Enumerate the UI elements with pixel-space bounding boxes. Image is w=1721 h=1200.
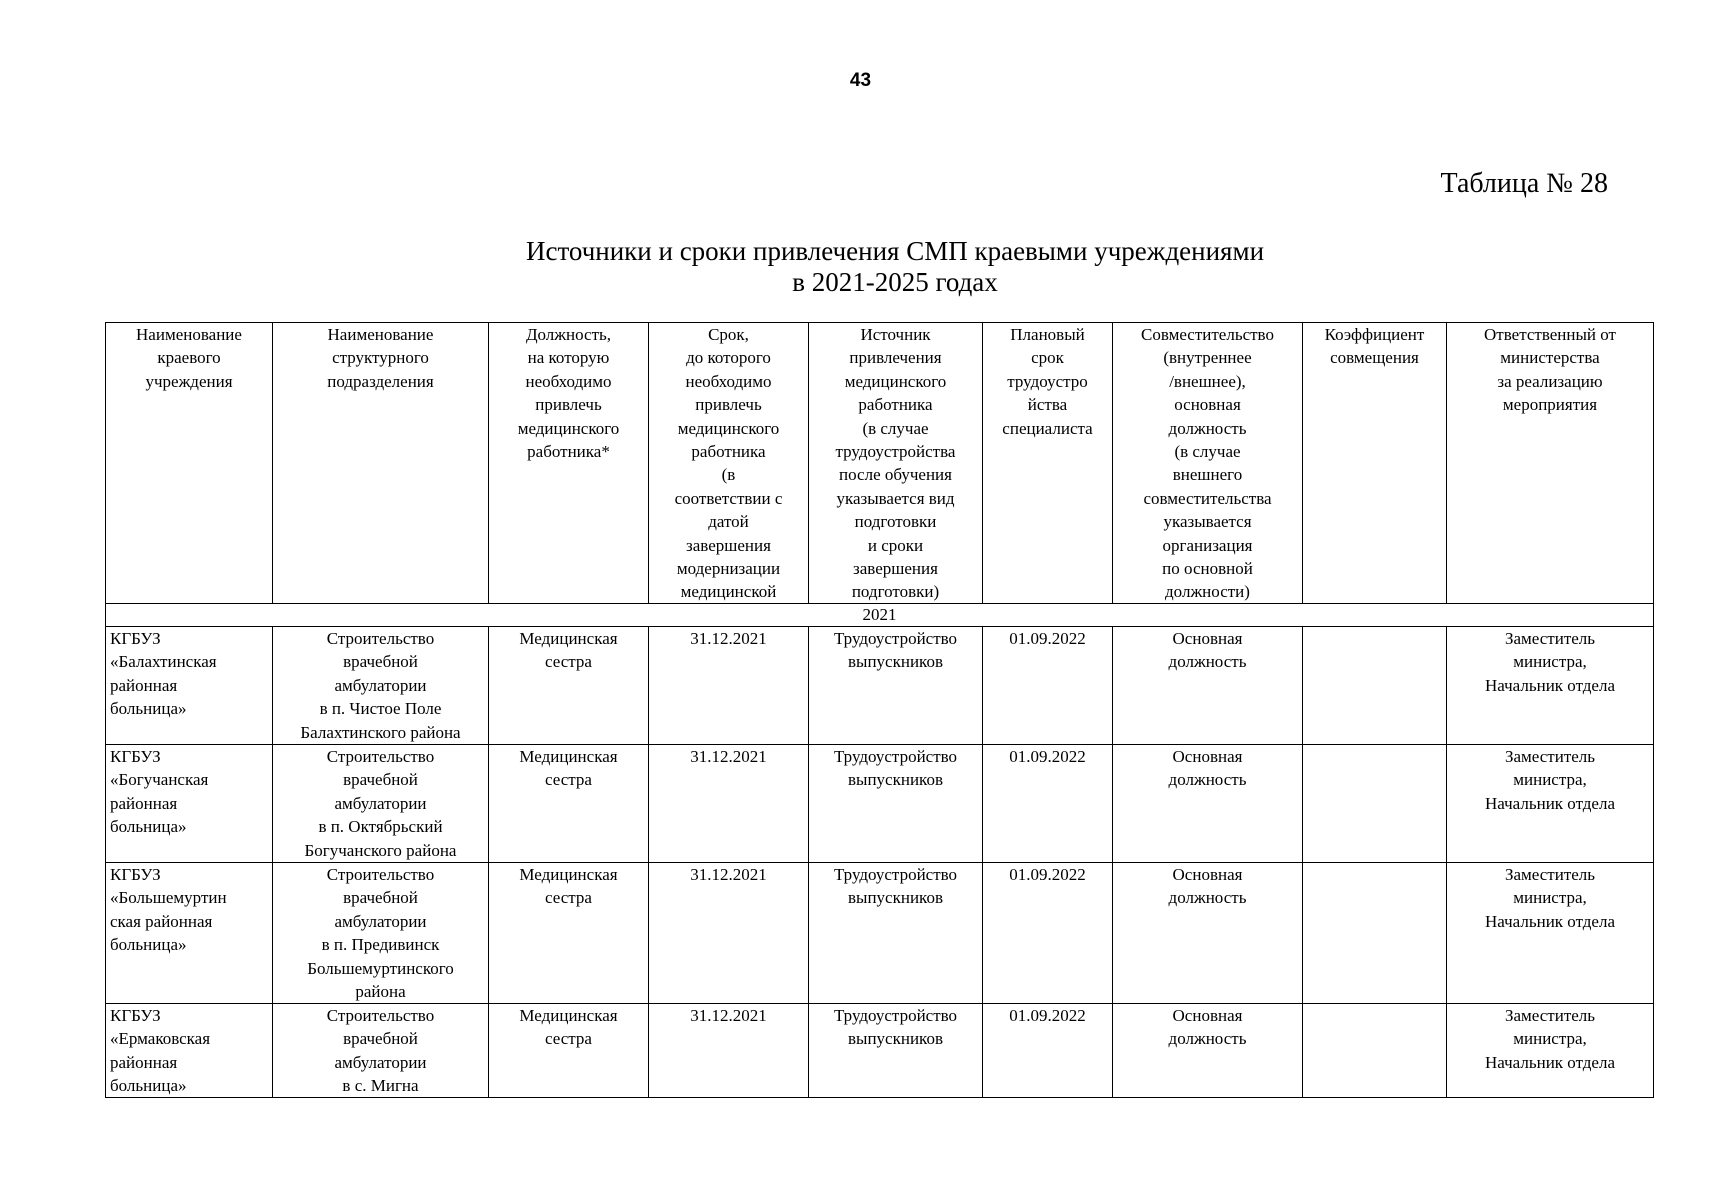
cell-text-line: Плановый — [1010, 325, 1085, 344]
cell-institution — [106, 627, 273, 745]
cell-text-line: работника* — [527, 442, 610, 462]
cell-text-line: амбулатории — [334, 793, 427, 813]
cell-text-line: необходимо — [685, 371, 772, 391]
cell-text-line: трудоустройства — [835, 442, 956, 462]
cell-text-line: Медицинская — [519, 1006, 618, 1025]
cell-text-line: работника — [858, 395, 933, 415]
cell-text-line: срок — [1031, 348, 1064, 368]
year-cell: 2021 — [106, 604, 1654, 627]
cell-text-line: завершения — [686, 535, 771, 555]
cell-institution — [106, 745, 273, 863]
cell-subdivision — [273, 1004, 489, 1098]
cell-text-line: Основная — [1172, 629, 1243, 648]
cell-text-line: больница» — [110, 935, 187, 955]
cell-text-line: подготовки) — [851, 582, 940, 602]
cell-responsible — [1447, 745, 1654, 863]
header-position — [489, 323, 649, 604]
cell-text-line: и сроки — [867, 535, 924, 555]
cell-text-line: «Балахтинская — [110, 652, 217, 672]
title-line-1: Источники и сроки привлечения СМП краевыми учреждениями — [525, 236, 1265, 266]
header-coefficient — [1303, 323, 1447, 604]
cell-text-line: КГБУЗ — [110, 865, 161, 884]
cell-text-line: амбулатории — [334, 675, 427, 695]
cell-position — [489, 745, 649, 863]
header-deadline — [649, 323, 809, 604]
cell-source — [809, 863, 983, 1004]
cell-text-line: указывается — [1163, 512, 1252, 532]
year-row — [106, 604, 1654, 627]
cell-text-line: в с. Мигна — [342, 1076, 419, 1096]
cell-institution — [106, 1004, 273, 1098]
cell-responsible — [1447, 863, 1654, 1004]
cell-text-line: медицинского — [844, 371, 947, 391]
table-row — [106, 863, 1654, 1004]
cell-text-line: указывается вид — [836, 488, 955, 508]
cell-text-line: выпускников — [848, 888, 943, 908]
cell-text-line: привлечения — [849, 348, 942, 368]
cell-text-line: Основная — [1172, 865, 1243, 884]
cell-combination — [1113, 1004, 1303, 1098]
cell-source — [809, 1004, 983, 1098]
header-combination — [1113, 323, 1303, 604]
cell-text-line: Заместитель — [1504, 1006, 1596, 1025]
cell-text-line: Трудоустройство — [833, 747, 958, 766]
cell-text-line: должность — [1168, 1029, 1247, 1049]
cell-text-line: трудоустро — [1007, 371, 1088, 391]
cell-text-line: врачебной — [343, 888, 418, 908]
cell-text-line: Строительство — [326, 747, 435, 766]
cell-position — [489, 863, 649, 1004]
cell-combination — [1113, 745, 1303, 863]
cell-text-line: Ответственный от — [1484, 325, 1616, 344]
cell-text-line: районная — [110, 793, 178, 813]
cell-text-line: Трудоустройство — [833, 629, 958, 648]
cell-text-line: после обучения — [839, 465, 952, 485]
cell-text-line: больница» — [110, 699, 187, 719]
table-row — [106, 627, 1654, 745]
cell-text-line: подготовки — [854, 512, 937, 532]
cell-text-line: на которую — [527, 348, 610, 368]
cell-text-line: выпускников — [848, 652, 943, 672]
cell-text-line: специалиста — [1002, 418, 1093, 438]
cell-planned-date: 01.09.2022 — [983, 627, 1113, 745]
cell-coefficient — [1303, 1004, 1447, 1098]
cell-text-line: амбулатории — [334, 1052, 427, 1072]
cell-text-line: Строительство — [326, 865, 435, 884]
cell-text-line: Коэффициент — [1324, 325, 1425, 344]
cell-text-line: Начальник отдела — [1484, 1052, 1616, 1072]
cell-text-line: Медицинская — [519, 865, 618, 884]
cell-text-line: Основная — [1172, 747, 1243, 766]
cell-text-line: медицинской — [680, 582, 777, 602]
cell-text-line: Совместительство — [1141, 325, 1274, 344]
cell-responsible — [1447, 1004, 1654, 1098]
cell-text-line: больница» — [110, 817, 187, 837]
cell-text-line: завершения — [853, 559, 938, 579]
cell-text-line: министра, — [1513, 652, 1587, 672]
cell-text-line: района — [355, 982, 406, 1002]
cell-text-line: министерства — [1500, 348, 1600, 368]
cell-text-line: выпускников — [848, 1029, 943, 1049]
cell-responsible — [1447, 627, 1654, 745]
cell-text-line: министра, — [1513, 770, 1587, 790]
header-institution — [106, 323, 273, 604]
header-source — [809, 323, 983, 604]
cell-coefficient — [1303, 745, 1447, 863]
cell-text-line: врачебной — [343, 652, 418, 672]
cell-text-line: сестра — [545, 652, 592, 672]
cell-text-line: датой — [708, 512, 749, 532]
cell-text-line: внешнего — [1172, 465, 1243, 485]
cell-text-line: Строительство — [326, 1006, 435, 1025]
cell-coefficient — [1303, 863, 1447, 1004]
cell-text-line: модернизации — [676, 559, 781, 579]
cell-text-line: КГБУЗ — [110, 629, 161, 648]
cell-text-line: Начальник отдела — [1484, 793, 1616, 813]
cell-text-line: (в случае — [1174, 442, 1241, 462]
cell-text-line: Медицинская — [519, 629, 618, 648]
cell-text-line: должность — [1168, 418, 1247, 438]
data-table — [105, 322, 1654, 1098]
header-subdivision — [273, 323, 489, 604]
cell-text-line: Должность, — [525, 325, 612, 344]
cell-text-line: министра, — [1513, 1029, 1587, 1049]
cell-deadline: 31.12.2021 — [649, 627, 809, 745]
cell-text-line: Балахтинского района — [300, 722, 461, 742]
cell-text-line: за реализацию — [1497, 371, 1603, 391]
cell-deadline: 31.12.2021 — [649, 745, 809, 863]
cell-subdivision — [273, 745, 489, 863]
cell-text-line: выпускников — [848, 770, 943, 790]
cell-text-line: амбулатории — [334, 911, 427, 931]
cell-text-line: совместительства — [1143, 488, 1272, 508]
table-label: Таблица № 28 — [1440, 168, 1608, 199]
cell-text-line: (внутреннее — [1163, 348, 1252, 368]
cell-text-line: основная — [1174, 395, 1241, 415]
cell-text-line: подразделения — [327, 371, 434, 391]
cell-text-line: Богучанского района — [304, 840, 457, 860]
cell-combination — [1113, 627, 1303, 745]
cell-text-line: «Ермаковская — [110, 1029, 211, 1049]
table-row — [106, 745, 1654, 863]
cell-text-line: должность — [1168, 888, 1247, 908]
cell-text-line: Срок, — [708, 325, 749, 344]
cell-text-line: до которого — [686, 348, 771, 368]
cell-text-line: районная — [110, 1052, 178, 1072]
cell-text-line: в п. Чистое Поле — [319, 699, 442, 719]
cell-text-line: по основной — [1162, 559, 1253, 579]
cell-text-line: медицинского — [677, 418, 780, 438]
cell-text-line: учреждения — [145, 371, 233, 391]
cell-text-line: сестра — [545, 770, 592, 790]
cell-text-line: Наименование — [136, 325, 242, 344]
cell-text-line: в п. Предивинск — [321, 935, 440, 955]
cell-subdivision — [273, 627, 489, 745]
cell-institution — [106, 863, 273, 1004]
header-responsible — [1447, 323, 1654, 604]
cell-text-line: Заместитель — [1504, 865, 1596, 884]
cell-text-line: сестра — [545, 1029, 592, 1049]
cell-text-line: Начальник отдела — [1484, 675, 1616, 695]
cell-text-line: КГБУЗ — [110, 747, 161, 766]
cell-text-line: Заместитель — [1504, 629, 1596, 648]
cell-text-line: ская районная — [110, 911, 213, 931]
cell-text-line: должность — [1168, 652, 1247, 672]
cell-text-line: сестра — [545, 888, 592, 908]
cell-text-line: Медицинская — [519, 747, 618, 766]
cell-text-line: Наименование — [327, 325, 434, 344]
cell-text-line: районная — [110, 675, 178, 695]
cell-text-line: медицинского — [517, 418, 620, 438]
page-number: 43 — [849, 70, 872, 91]
cell-text-line: министра, — [1513, 888, 1587, 908]
cell-text-line: необходимо — [525, 371, 612, 391]
cell-text-line: больница» — [110, 1076, 187, 1096]
cell-source — [809, 745, 983, 863]
document-title — [0, 236, 1721, 298]
cell-subdivision — [273, 863, 489, 1004]
cell-text-line: «Богучанская — [110, 770, 209, 790]
cell-text-line: мероприятия — [1502, 395, 1598, 415]
cell-text-line: Большемуртинского — [307, 958, 454, 978]
cell-text-line: работника — [691, 442, 766, 462]
cell-text-line: должности) — [1165, 582, 1250, 602]
cell-planned-date: 01.09.2022 — [983, 863, 1113, 1004]
header-row — [106, 323, 1654, 604]
cell-text-line: должность — [1168, 770, 1247, 790]
cell-text-line: Строительство — [326, 629, 435, 648]
cell-text-line: Трудоустройство — [833, 865, 958, 884]
title-line-2: в 2021-2025 годах — [792, 267, 998, 297]
cell-text-line: привлечь — [535, 395, 602, 415]
table-row — [106, 1004, 1654, 1098]
cell-source — [809, 627, 983, 745]
cell-text-line: структурного — [332, 348, 429, 368]
cell-text-line: «Большемуртин — [110, 888, 227, 908]
cell-text-line: Трудоустройство — [833, 1006, 958, 1025]
cell-position — [489, 627, 649, 745]
cell-text-line: врачебной — [343, 1029, 418, 1049]
cell-text-line: КГБУЗ — [110, 1006, 161, 1025]
cell-text-line: Заместитель — [1504, 747, 1596, 766]
cell-deadline: 31.12.2021 — [649, 863, 809, 1004]
cell-text-line: в п. Октябрьский — [318, 817, 443, 837]
cell-text-line: Источник — [860, 325, 931, 344]
cell-text-line: организация — [1162, 535, 1253, 555]
cell-text-line: /внешнее), — [1169, 371, 1246, 391]
cell-text-line: йства — [1027, 395, 1068, 415]
cell-text-line: (в случае — [862, 418, 929, 438]
cell-text-line: соответствии с — [674, 488, 783, 508]
header-planned-date — [983, 323, 1113, 604]
cell-text-line: краевого — [157, 348, 221, 368]
cell-text-line: совмещения — [1330, 348, 1419, 368]
cell-text-line: привлечь — [695, 395, 762, 415]
cell-text-line: Основная — [1172, 1006, 1243, 1025]
cell-coefficient — [1303, 627, 1447, 745]
cell-position — [489, 1004, 649, 1098]
cell-deadline: 31.12.2021 — [649, 1004, 809, 1098]
cell-planned-date: 01.09.2022 — [983, 745, 1113, 863]
cell-planned-date: 01.09.2022 — [983, 1004, 1113, 1098]
cell-text-line: Начальник отдела — [1484, 911, 1616, 931]
cell-text-line: врачебной — [343, 770, 418, 790]
cell-text-line: (в — [721, 465, 736, 485]
cell-combination — [1113, 863, 1303, 1004]
